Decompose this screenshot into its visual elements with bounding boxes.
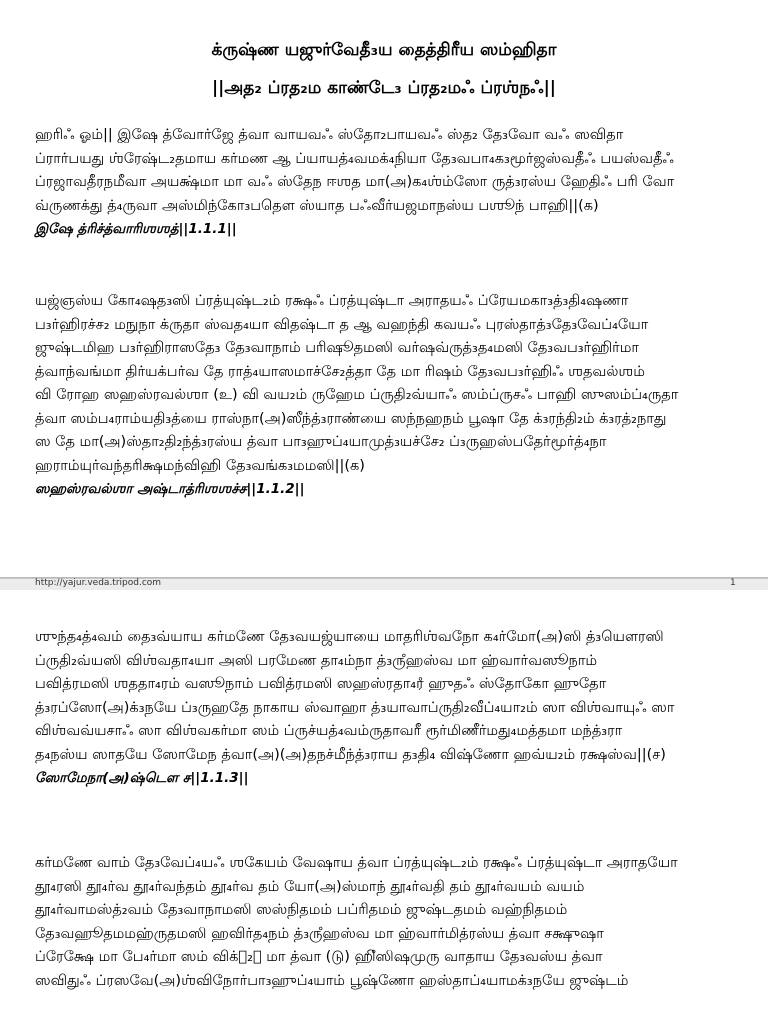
verse-line: ஸவிதுஃ ப்ரஸவே(அ)ஶ்விநோர்பா₃ஹுப்₄யாம் பூஷ்ணோ ஹஸ்தாப்₄யாமக்₃நயே ஜுஷ்டம்	[35, 972, 629, 989]
verse-block	[35, 290, 735, 502]
verse-line: ப₃ர்ஹிரச்ச₂ மநுநா க்ருதா ஸ்வத₄யா விதஷ்டா த ஆ வஹந்தி கவயஃ புரஸ்தாத்₃தே₃வேப்₄யோ	[35, 316, 649, 333]
page-number: 1	[730, 578, 736, 588]
verse-reference: இஷே த்ரிச்த்வாரிஶஶத்||1.1.1||	[35, 221, 237, 237]
verse-line: கர்மணே வாம் தே₃வேப்₄யஃ ஶகேயம் வேஷாய த்வா ப்ரத்யுஷ்ட₂ம் ரக்ஷஃ ப்ரத்யுஷ்டா அராதயோ	[35, 855, 678, 871]
verse-line: யஜ்ஞஸ்ய கோ₄ஷத₃ஸி ப்ரத்யுஷ்ட₂ம் ரக்ஷஃ ப்ரத்யுஷ்டா அராதயஃ ப்ரேயமகா₃த்₃தி₄ஷணா	[35, 293, 629, 309]
verse-line: ப்ரார்பயது ஶ்ரேஷ்ட₂தமாய கர்மண ஆ ப்யாயத்₄வமக்₄நியா தே₃வபா₄க₃மூர்ஜஸ்வதீஃ பயஸ்வதீஃ	[35, 150, 674, 167]
verse-line: தே₃வஹூதமமஹ்ருதமஸி ஹவிர்த₄நம் த்₃ருஂஹஸ்வ மா ஹ்வார்மித்ரஸ்ய த்வா சக்ஷுஷா	[35, 925, 604, 942]
verse-line: த₄நஸ்ய ஸாதயே ஸோமேந த்வா(அ)(அ)தநச்மீந்த்₃ராய த₃தி₄ விஷ்ணோ ஹவ்ய₂ம் ரக்ஷஸ்வ||(ச)	[35, 746, 666, 763]
verse-line: ஜுஷ்டமிஹ ப₃ர்ஹிராஸதே₃ தே₃வாநாம் பரிஷூதமஸி வர்ஷவ்ருத்₃த₄மஸி தே₃வப₃ர்ஹிர்மா	[35, 340, 639, 356]
verse-line: த்₃ரப்ஸோ(அ)க்₃நயே ப்₃ருஹதே நாகாய ஸ்வாஹா த்₃யாவாப்ருதி₂வீப்₄யா₂ம் ஸா விஶ்வாயுஃ ஸா	[35, 699, 675, 716]
verse-block	[35, 626, 735, 791]
verse-line: ஹரிஃ ஓம்|| இஷே த்வோர்ஜே த்வா வாயவஃ ஸ்தோ₂பாயவஃ ஸ்த₂ தே₃வோ வஃ ஸவிதா	[35, 127, 624, 143]
verse-line: ப்ரஜாவதீரநமீவா அயக்ஷ்மா மா வஃ ஸ்தேந ஈஶத மா(அ)க₄ஶ்ம்ஸோ ருத்₃ரஸ்ய ஹேதிஃ பரி வோ	[35, 174, 675, 190]
verse-line: ஶுந்த₄த்₄வம் தை₃வ்யாய கர்மணே தே₃வயஜ்யாயை மாதரிஶ்வநோ க₄ர்மோ(அ)ஸி த்₃யௌரஸி	[35, 629, 664, 645]
document-subtitle: ||அத₂ ப்ரத₂ம காண்டே₃ ப்ரத₂மஃ ப்ரஶ்நஃ||	[211, 78, 557, 98]
verse-block	[35, 124, 735, 242]
verse-line: வி ரோஹ ஸஹஸ்ரவல்ஶா (உ) வி வய₂ம் ருஹேம ப்ருதி₂வ்யாஃ ஸம்ப்ருசஃ பாஹி ஸுஸம்ப்₄ருதா	[35, 387, 679, 403]
verse-block	[35, 852, 735, 993]
verse-line: விஶ்வவ்யசாஃ ஸா விஶ்வகர்மா ஸம் ப்ருச்யத்₄வம்ருதாவரீ ரூர்மிணீர்மது₄மத்தமா மந்த்₃ரா	[35, 723, 623, 739]
verse-line: தூ₄ரஸி தூ₄ர்வ தூ₄ர்வந்தம் தூ₄ர்வ தம் யோ(அ)ஸ்மாந் தூ₄ர்வதி தம் தூ₄ர்வயம் வயம்	[35, 878, 585, 895]
verse-line: பவித்ரமஸி ஶததா₄ரம் வஸூநாம் பவித்ரமஸி ஸஹஸ்ரதா₄ரஂ ஹுதஃ ஸ்தோகோ ஹுதோ	[35, 676, 607, 692]
verse-line: ஸ தே மா(அ)ஸ்தா₂தி₂ந்த்₃ரஸ்ய த்வா பா₃ஹுப்₄யாமுத்₃யச்சே₂ ப்₃ருஹஸ்பதேர்மூர்த்₄நா	[35, 434, 607, 450]
footer-url: http://yajur.veda.tripod.com	[35, 578, 162, 588]
verse-line: ப்ருதி₂வ்யஸி விஶ்வதா₄யா அஸி பரமேண தா₄ம்நா த்₃ருஂஹஸ்வ மா ஹ்வார்வஸூநாம்	[35, 652, 598, 669]
verse-line: ப்ரேக்ஷே மா பே₄ர்மா ஸம் விக்த₂ா மா த்வா (டு) ஹிஂஸிஷமுரு வாதாய தே₃வஸ்ய த்வா	[35, 949, 603, 965]
verse-line: வ்ருணக்து த்₄ருவா அஸ்மிந்கோ₃பதௌ ஸ்யாத பஃவீர்யஜமாநஸ்ய பஶூந் பாஹி||(க)	[35, 197, 599, 214]
verse-reference: ஸோமேநா(அ)ஷ்டௌ ச||1.1.3||	[35, 770, 249, 786]
verse-line: த்வாந்வங்மா திர்யக்பர்வ தே ராத்₄யாஸமாச்சே₂த்தா தே மா ரிஷம் தே₃வப₃ர்ஹிஃ ஶதவல்ஶம்	[35, 363, 645, 380]
verse-line: த்வா ஸம்ப₄ராம்யதி₃த்யை ராஸ்நா(அ)ஸீந்த்₃ராண்யை ஸந்நஹநம் பூஷா தே க்₃ரந்தி₂ம் க்₃ரத்₂நாது	[35, 410, 667, 427]
verse-line: தூ₄ர்வாமஸ்த்₂வம் தே₃வாநாமஸி ஸஸ்நிதமம் பப்ரிதமம் ஜுஷ்டதமம் வஹ்நிதமம்	[35, 902, 568, 918]
verse-line: ஹராம்யுர்வந்தரிக்ஷமந்விஹி தே₃வங்க₃மமஸி||(க)	[35, 457, 365, 474]
document-title: க்ருஷ்ண யஜுர்வேதீ₃ய தைத்திரீய ஸம்ஹிதா	[211, 40, 557, 60]
verse-reference: ஸஹஸ்ரவல்ஶா அஷ்டாத்ரிஶஶச்ச||1.1.2||	[35, 481, 305, 497]
